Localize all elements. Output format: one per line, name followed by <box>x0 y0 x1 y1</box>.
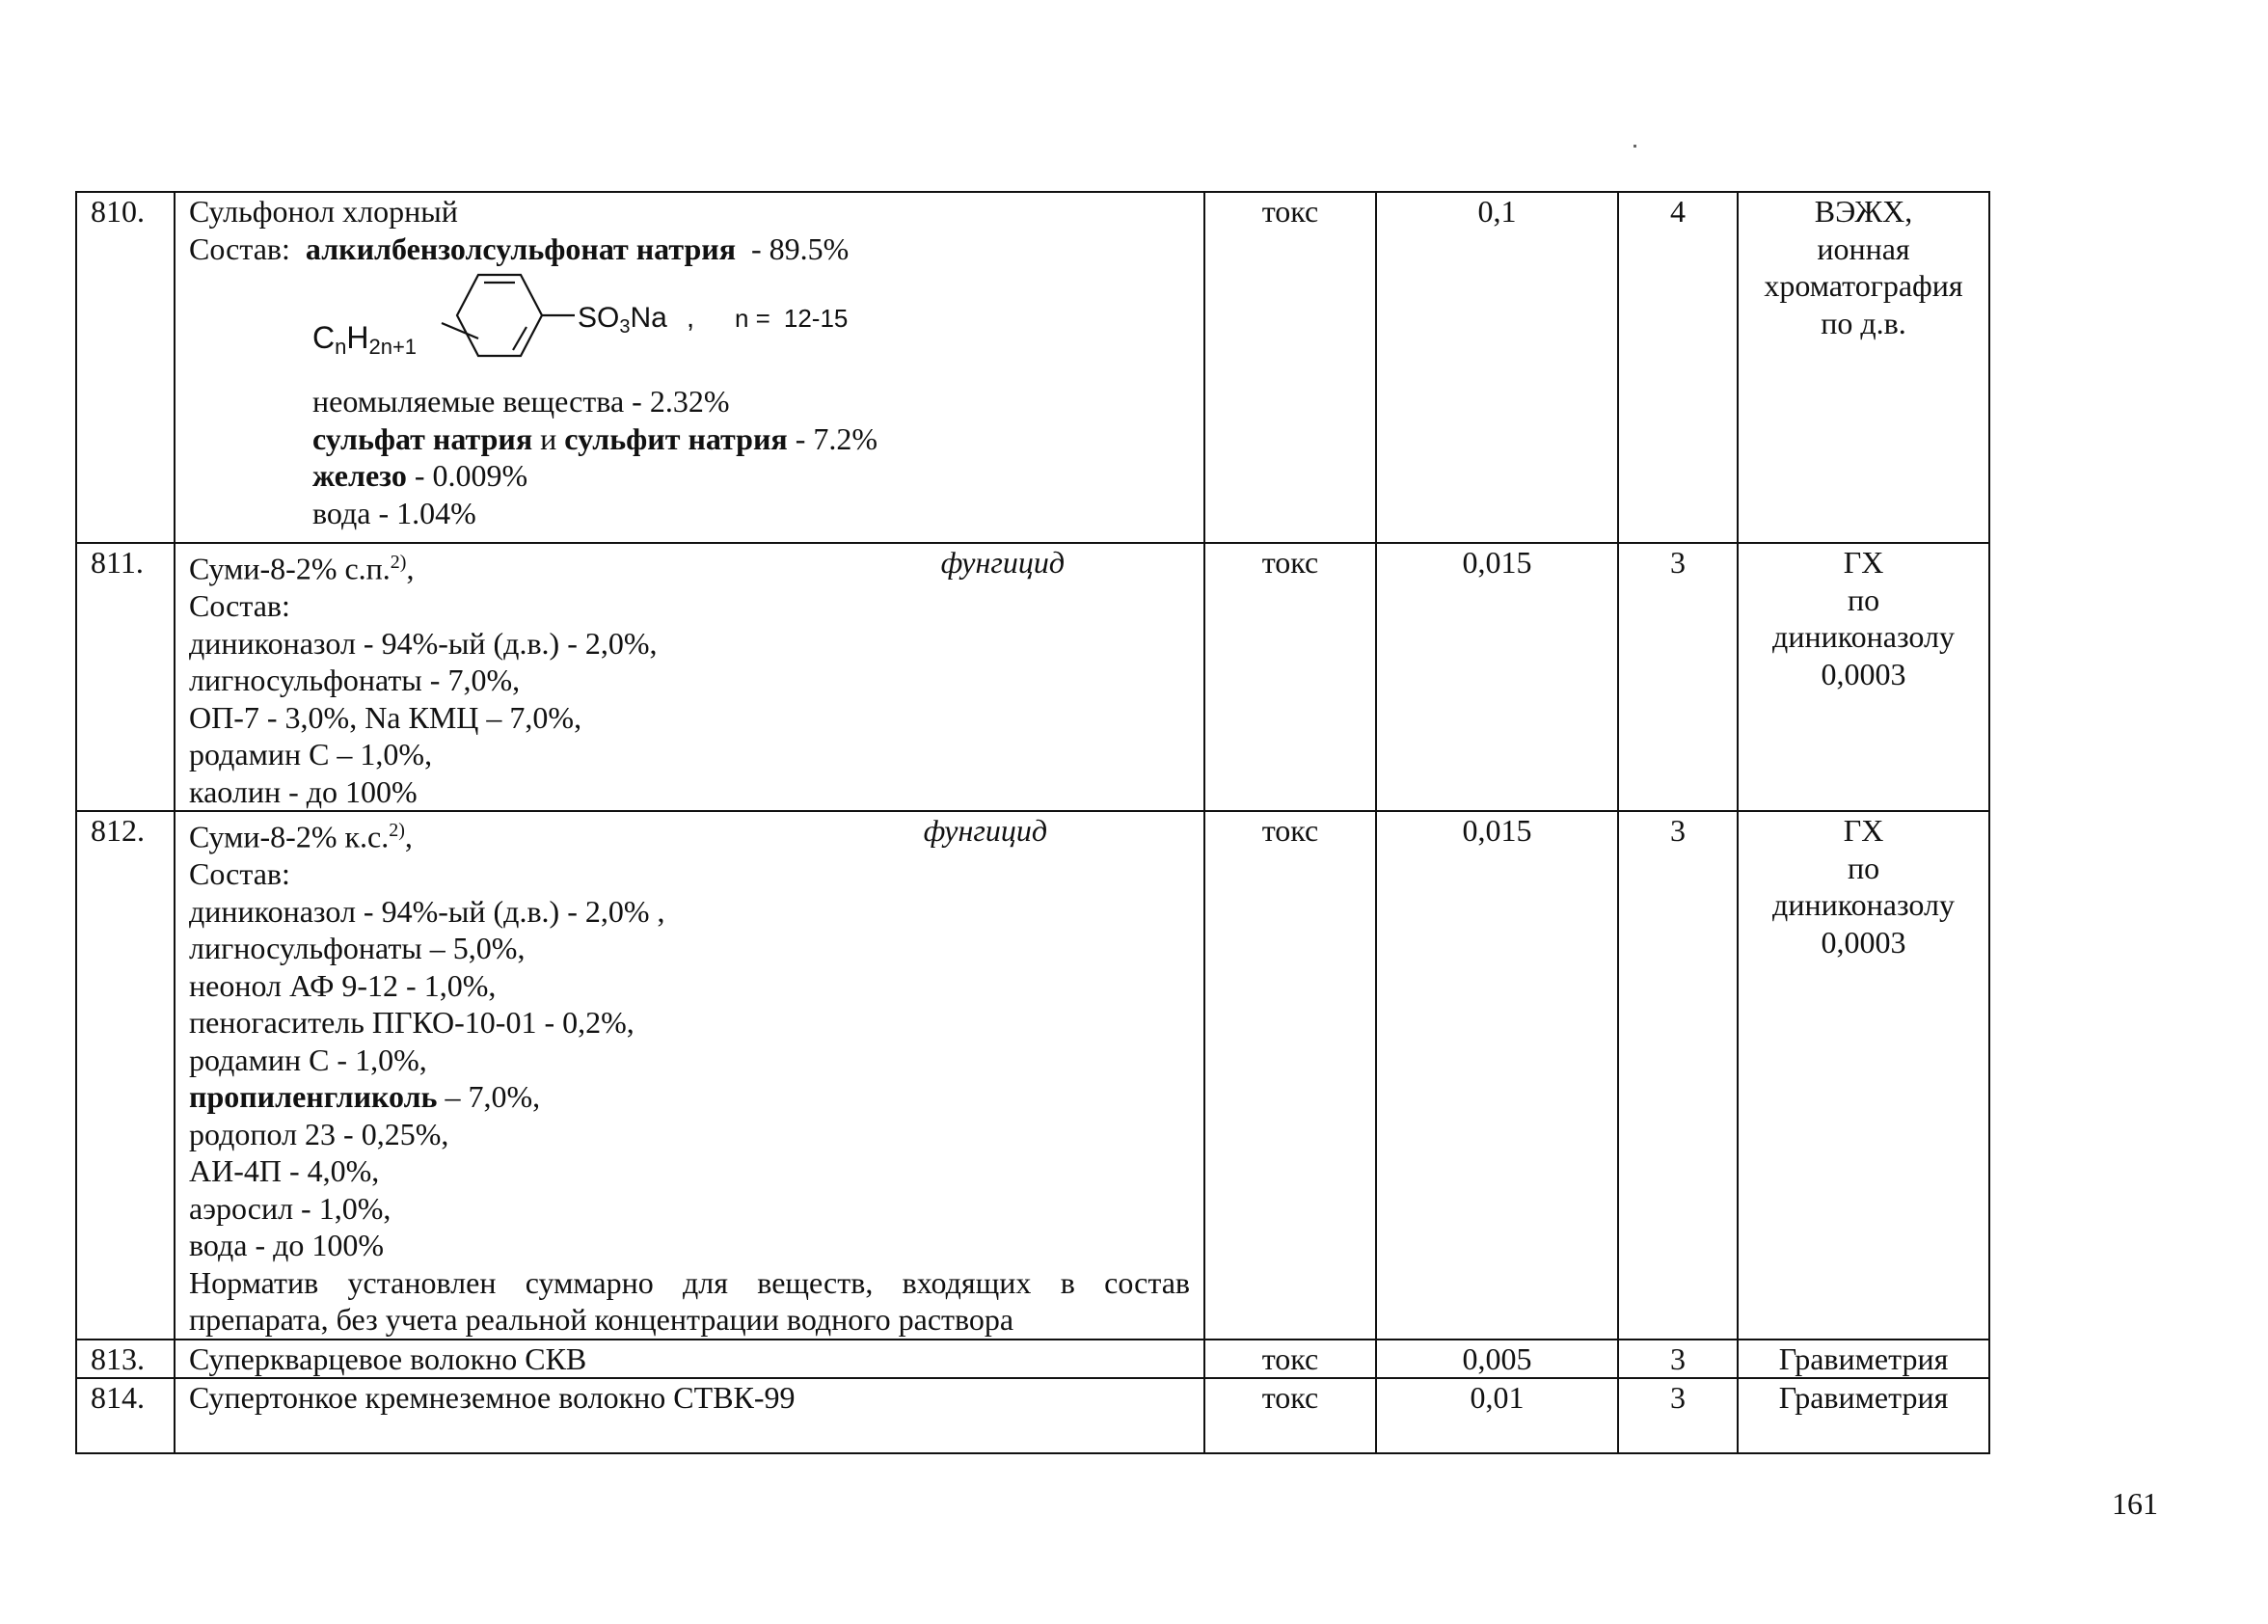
composition-line: диниконазол - 94%-ый (д.в.) - 2,0% , <box>189 893 665 929</box>
analysis-method: Гравиметрия <box>1738 1340 1989 1379</box>
tox-indicator: токс <box>1204 192 1376 543</box>
row-number: 810. <box>76 192 175 543</box>
row-number: 814. <box>76 1378 175 1453</box>
composition-line: ОП-7 - 3,0%, Na КМЦ – 7,0%, <box>189 699 582 735</box>
substance-cell <box>175 811 1204 1340</box>
composition-line: неомыляемые вещества - 2.32% <box>312 384 730 419</box>
composition-line: каолин - до 100% <box>189 773 418 809</box>
benzene-ring-diagram <box>189 269 1057 377</box>
composition-line: лигносульфонаты – 5,0%, <box>189 931 526 966</box>
svg-text:SO3Na,: $SO_3Na$ , <box>578 302 695 338</box>
note-text: Норматив установлен суммарно для веществ, входящих в состав <box>189 1264 1190 1300</box>
svg-text:CnH2n+1: CnH2n+1 <box>312 320 418 359</box>
substance-cell <box>175 192 1204 543</box>
hazard-class: 3 <box>1618 1340 1738 1379</box>
table-row-813 <box>76 1340 1989 1379</box>
composition-line: вода - 1.04% <box>312 495 476 530</box>
tox-indicator: токс <box>1204 1340 1376 1379</box>
row-number: 812. <box>76 811 175 1340</box>
scan-speck <box>1634 145 1636 148</box>
tox-indicator: токс <box>1204 543 1376 811</box>
composition-line: родопол 23 - 0,25%, <box>189 1116 449 1151</box>
table-row-811 <box>76 543 1989 811</box>
structural-formula <box>189 269 1190 377</box>
limit-value: 0,015 <box>1376 811 1618 1340</box>
table-row-810 <box>76 192 1989 543</box>
limit-value: 0,01 <box>1376 1378 1618 1453</box>
analysis-method: Гравиметрия <box>1738 1378 1989 1453</box>
table-row-814 <box>76 1378 1989 1453</box>
row-number: 813. <box>76 1340 175 1379</box>
composition-line: диниконазол - 94%-ый (д.в.) - 2,0%, <box>189 625 658 661</box>
composition-line: сульфат натрия и сульфит натрия - 7.2% <box>312 420 878 456</box>
hazard-class: 3 <box>1618 543 1738 811</box>
analysis-method: ГХ по диниконазолу 0,0003 <box>1738 811 1989 1340</box>
preparation-type: фунгицид <box>940 545 1065 580</box>
limit-value: 0,005 <box>1376 1340 1618 1379</box>
limit-value: 0,1 <box>1376 192 1618 543</box>
composition-line: родамин С - 1,0%, <box>189 1042 427 1077</box>
composition-line: неонол АФ 9-12 - 1,0%, <box>189 967 497 1003</box>
limit-value: 0,015 <box>1376 543 1618 811</box>
substances-table <box>75 191 1990 1454</box>
composition-line: пропиленгликоль – 7,0%, <box>189 1079 541 1115</box>
substance-name: Сульфонол хлорный <box>189 194 458 229</box>
svg-text:n =12-15: n = 12-15 <box>735 304 849 333</box>
composition-line: Состав: <box>189 856 290 892</box>
note-text: препарата, без учета реальной концентрации водного раствора <box>189 1302 1014 1338</box>
composition-line: железо - 0.009% <box>312 458 528 493</box>
analysis-method: ВЭЖХ, ионная хроматография по д.в. <box>1738 192 1989 543</box>
composition-line: аэросил - 1,0%, <box>189 1190 392 1226</box>
table-row-812 <box>76 811 1989 1340</box>
composition-line: пеногаситель ПГКО-10-01 - 0,2%, <box>189 1005 634 1041</box>
composition-line: Состав: <box>189 588 290 624</box>
hazard-class: 3 <box>1618 1378 1738 1453</box>
tox-indicator: токс <box>1204 811 1376 1340</box>
preparation-type: фунгицид <box>923 813 1047 849</box>
row-number: 811. <box>76 543 175 811</box>
substance-name: Суми-8-2% к.с.$^{2)}$, фунгицид <box>189 813 1047 854</box>
substance-cell <box>175 543 1204 811</box>
tox-indicator: токс <box>1204 1378 1376 1453</box>
hazard-class: 4 <box>1618 192 1738 543</box>
hazard-class: 3 <box>1618 811 1738 1340</box>
composition-line: родамин С – 1,0%, <box>189 737 433 772</box>
analysis-method: ГХ по диниконазолу 0,0003 <box>1738 543 1989 811</box>
substance-name: Супеpкварцевое волокно СКВ <box>175 1340 1204 1379</box>
substance-name: Суми-8-2% с.п.$^{2)}$, фунгицид <box>189 545 1065 586</box>
page-number: 161 <box>2112 1486 2158 1521</box>
composition-line: вода - до 100% <box>189 1228 385 1263</box>
composition-line: АИ-4П - 4,0%, <box>189 1153 380 1189</box>
composition-line: Состав: алкилбензолсульфонат натрия - 89.5% <box>189 230 850 266</box>
composition-line: лигносульфонаты - 7,0%, <box>189 663 521 698</box>
substance-name: Супертонкое кремнеземное волокно СТВК-99 <box>175 1378 1204 1453</box>
